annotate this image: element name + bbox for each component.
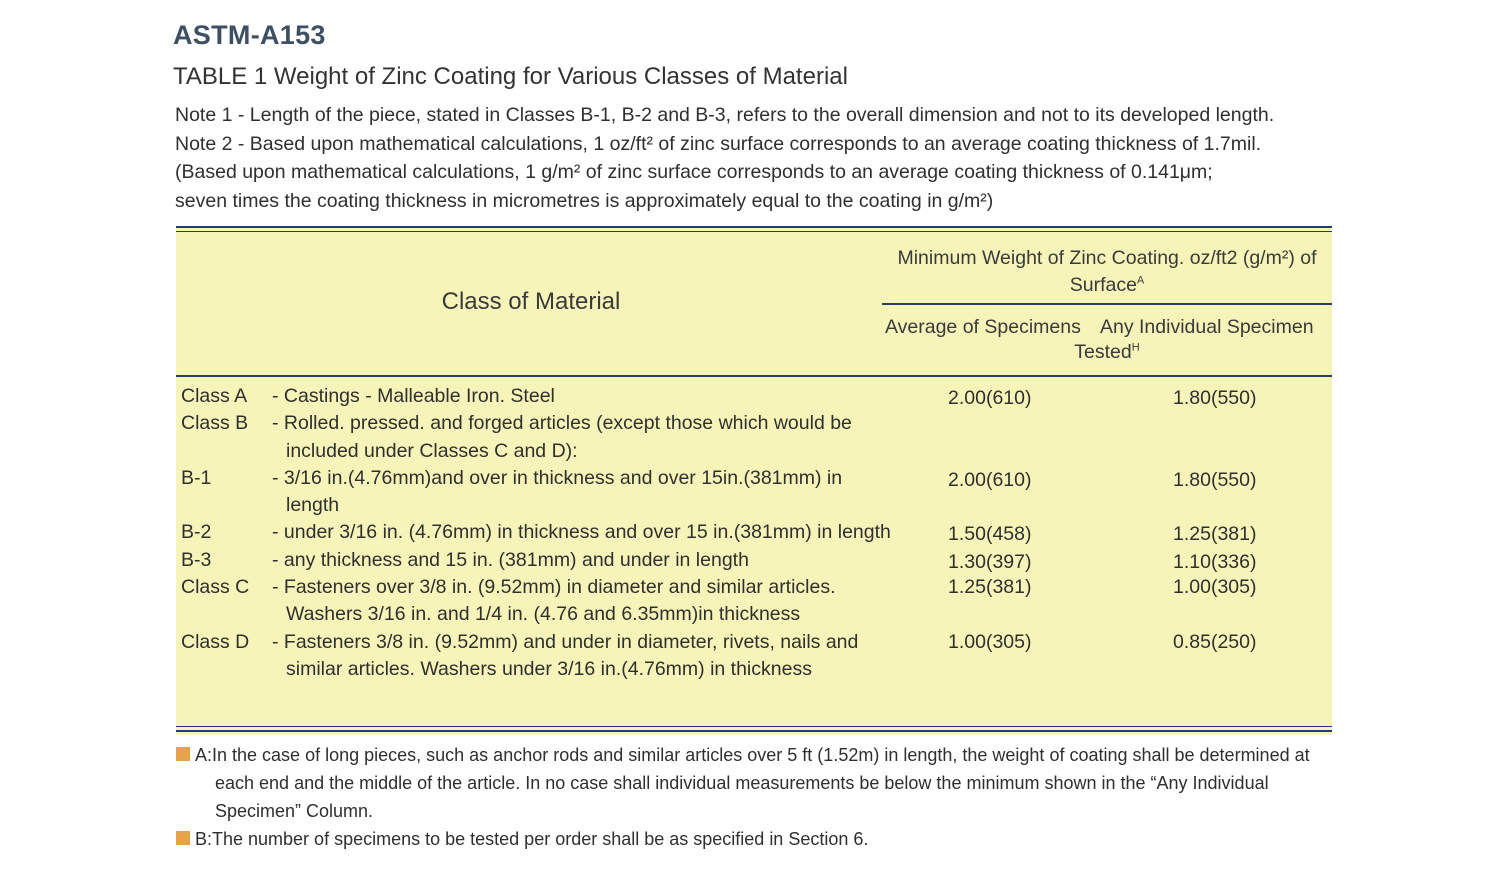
row-description: - 3/16 in.(4.76mm)and over in thickness and over 15in.(381mm) in length — [272, 466, 843, 517]
subheader-rule — [882, 303, 1332, 305]
row-average: 2.00(610) — [948, 468, 1032, 491]
row-description: - any thickness and 15 in. (381mm) and under in length — [272, 548, 749, 571]
header-min-line2: Surface$^A$ — [1069, 274, 1145, 296]
orange-square-bullet-icon — [176, 831, 190, 845]
row-average: 1.50(458) — [948, 523, 1032, 546]
row-average: 2.00(610) — [948, 387, 1032, 409]
column-header-any-individual: Any Individual Specimen — [1100, 316, 1314, 338]
column-header-average: Average of Specimens — [885, 316, 1081, 338]
table-row — [176, 465, 1332, 520]
row-any-individual: 1.10(336) — [1173, 550, 1257, 573]
row-any-individual: 1.00(305) — [1173, 576, 1257, 599]
row-description: - Fasteners 3/8 in. (9.52mm) and under in diameter, rivets, nails and similar articles. Washers under 3/16 in.(4.76mm) in thickness — [272, 630, 859, 680]
table-row — [176, 519, 1332, 546]
row-class-code: Class B — [181, 412, 249, 435]
row-class-code: B-1 — [181, 466, 212, 489]
row-any-individual: 1.80(550) — [1173, 468, 1257, 491]
note-line: seven times the coating thickness in micrometres is approximately equal to the coating in g/m²) — [175, 189, 994, 212]
table-bottom-rule — [176, 730, 1332, 732]
row-any-individual: 1.80(550) — [1173, 387, 1257, 409]
footnote-text: A:In the case of long pieces, such as anchor rods and similar articles over 5 ft (1.52m) in length, the weight of coating shall be determined at each end and the middle of the article. In no case shall individual measurements be below the minimum shown in the “Any Individual Specimen” Column. — [195, 745, 1310, 821]
row-any-individual: 0.85(250) — [1173, 630, 1257, 653]
row-description: - Castings - Malleable Iron. Steel — [272, 385, 555, 407]
column-header-tested: Tested$^H$ — [1074, 341, 1140, 363]
row-average: 1.25(381) — [948, 576, 1032, 599]
row-class-code: B-3 — [181, 548, 212, 571]
table-body — [176, 383, 1332, 683]
row-class-code: Class C — [181, 576, 250, 599]
row-average: 1.00(305) — [948, 630, 1032, 653]
note-line: Note 1 - Length of the piece, stated in Classes B-1, B-2 and B-3, refers to the overall dimension and not to its developed length. — [175, 104, 1275, 126]
row-description: - Fasteners over 3/8 in. (9.52mm) in diameter and similar articles. Washers 3/16 in. and 1/4 in. (4.76 and 6.35mm)in thickness — [272, 576, 836, 626]
table-row — [176, 547, 1332, 574]
table-row — [176, 629, 1332, 684]
footnote-item — [176, 825, 1316, 853]
row-class-code: Class A — [181, 385, 248, 407]
table-bottom-rule-thin — [176, 726, 1332, 727]
note-line: (Based upon mathematical calculations, 1 g/m² of zinc surface corresponds to an average coating thickness of 0.141μm; — [175, 161, 1213, 183]
table-row — [176, 383, 1332, 410]
header-bottom-rule — [176, 375, 1332, 377]
footnote-text: B:The number of specimens to be tested per order shall be as specified in Section 6. — [195, 829, 869, 849]
table-top-rule — [176, 226, 1332, 228]
table-caption: TABLE 1 Weight of Zinc Coating for Various Classes of Material — [173, 63, 848, 90]
note-line: Note 2 - Based upon mathematical calculations, 1 oz/ft² of zinc surface corresponds to an average coating thickness of 1.7mil. — [175, 132, 1262, 155]
footnote-item — [176, 741, 1316, 825]
row-average: 1.30(397) — [948, 550, 1032, 573]
row-class-code: Class D — [181, 630, 250, 653]
row-description: - under 3/16 in. (4.76mm) in thickness and over 15 in.(381mm) in length — [272, 521, 891, 544]
row-any-individual: 1.25(381) — [1173, 523, 1257, 546]
column-header-minimum-weight — [882, 245, 1332, 299]
orange-square-bullet-icon — [176, 747, 190, 761]
table-row — [176, 574, 1332, 629]
row-class-code: B-2 — [181, 521, 212, 544]
table-row — [176, 410, 1332, 465]
column-header-class: Class of Material — [441, 288, 621, 315]
row-description: - Rolled. pressed. and forged articles (except those which would be included under Classes C and D): — [272, 412, 852, 462]
header-min-line1: Minimum Weight of Zinc Coating. oz/ft2 (g/m²) of — [897, 247, 1317, 269]
footnotes — [176, 741, 1316, 853]
notes-block — [175, 101, 1345, 215]
table-top-rule-thin — [176, 231, 1332, 232]
document-title: ASTM-A153 — [173, 20, 326, 50]
